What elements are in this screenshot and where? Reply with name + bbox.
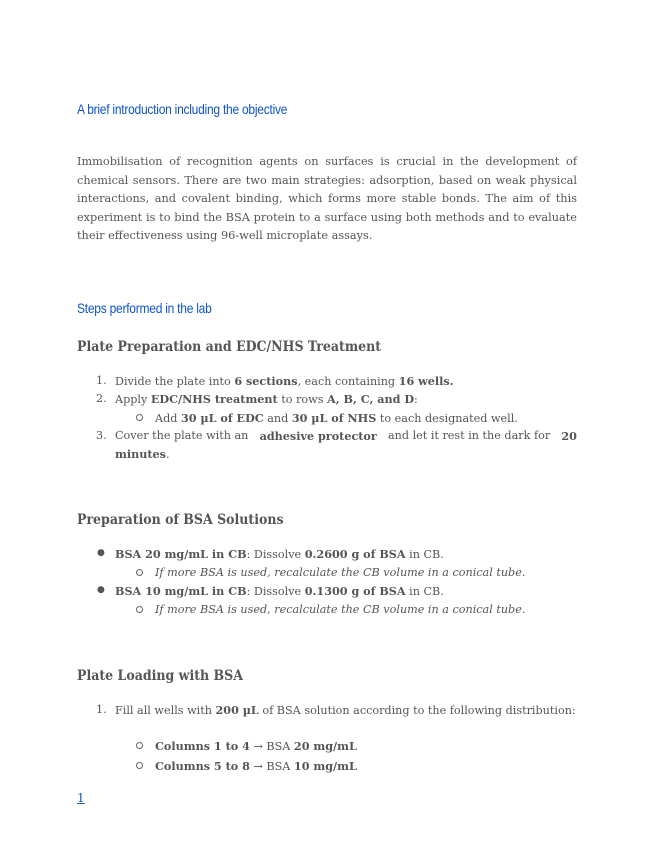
hollow-bullet-icon [136,569,143,576]
text: Add [155,412,181,425]
columns-1-4 [155,738,357,755]
text-italic: If more BSA is used, recalculate the CB volume in a conical tube. [155,566,526,579]
text-bold: 20 mg/mL [293,739,357,753]
text: → BSA [249,740,294,753]
text: of BSA solution according to the following distribution: [258,704,576,717]
text: and [263,412,292,425]
text-bold: adhesive protector [259,429,377,443]
plate-prep-step-3-cont [115,446,170,463]
bullet-icon: ● [97,585,105,595]
text: in CB. [405,548,444,561]
plate-prep-heading: Plate Preparation and EDC/NHS Treatment [77,339,382,355]
page-number-link[interactable]: 1 [77,791,85,805]
text: : [414,393,418,406]
text-italic: If more BSA is used, recalculate the CB volume in a conical tube. [155,603,526,616]
text-bold: Columns 1 to 4 [155,739,250,753]
text: to rows [277,393,328,406]
text-bold: 16 wells. [398,374,454,388]
bsa-solution-10 [115,583,444,600]
plate-prep-substep [155,410,518,427]
text: , each containing [297,375,399,388]
bsa-solution-10-note [155,602,525,618]
text-bold: EDC/NHS treatment [150,392,278,406]
bsa-solution-20 [115,546,444,563]
text: to each designated well. [376,412,518,425]
text-bold: 6 sections [234,374,298,388]
text-bold: 30 µL of EDC [180,411,264,425]
text: Divide the plate into [115,375,235,388]
text-bold: BSA 10 mg/mL in CB [115,584,247,598]
intro-paragraph: Immobilisation of recognition agents on surfaces is crucial in the development of chemical sensors. There are two main strategies: adsorption, based on weak physical interactions, and covalent binding, which forms more stable bonds. The aim of this experiment is to bind the BSA protein to a surface using both methods and to evaluate their effectiveness using 96-well microplate assays. [77,155,577,243]
hollow-bullet-icon [136,606,143,613]
plate-prep-step-1 [115,373,454,390]
list-number: 2. [96,392,107,405]
text: Apply [115,393,151,406]
bsa-solutions-heading: Preparation of BSA Solutions [77,512,284,528]
text: → BSA [249,760,294,773]
text-bold: 0.1300 g of BSA [304,584,406,598]
text-bold: BSA 20 mg/mL in CB [115,547,247,561]
text: and let it rest in the dark for [387,429,551,442]
text-bold: 10 mg/mL [293,759,357,773]
text-bold: Columns 5 to 8 [155,759,250,773]
intro-heading: A brief introduction including the objective [77,101,288,117]
hollow-bullet-icon [136,762,143,769]
text-bold: minutes [115,447,166,461]
text: : Dissolve [246,548,305,561]
hollow-bullet-icon [136,414,143,421]
plate-prep-step-2 [115,391,418,408]
bullet-icon: ● [97,548,105,558]
list-number: 1. [96,703,107,716]
text: . [165,448,170,461]
text-bold: 20 [561,429,577,443]
steps-heading: Steps performed in the lab [77,300,212,316]
text: : Dissolve [246,585,305,598]
text: in CB. [405,585,444,598]
text-bold: 0.2600 g of BSA [304,547,406,561]
hollow-bullet-icon [136,742,143,749]
text-bold: 200 µL [215,703,259,717]
plate-loading-heading: Plate Loading with BSA [77,668,243,684]
columns-5-8 [155,758,357,775]
list-number: 1. [96,374,107,387]
text-bold: A, B, C, and D [327,392,415,406]
text: Fill all wells with [115,704,216,717]
plate-prep-step-3 [115,428,577,444]
plate-loading-step-1 [115,702,576,719]
list-number: 3. [96,429,107,442]
text: Cover the plate with an [115,429,249,442]
bsa-solution-20-note [155,565,525,581]
text-bold: 30 µL of NHS [291,411,377,425]
